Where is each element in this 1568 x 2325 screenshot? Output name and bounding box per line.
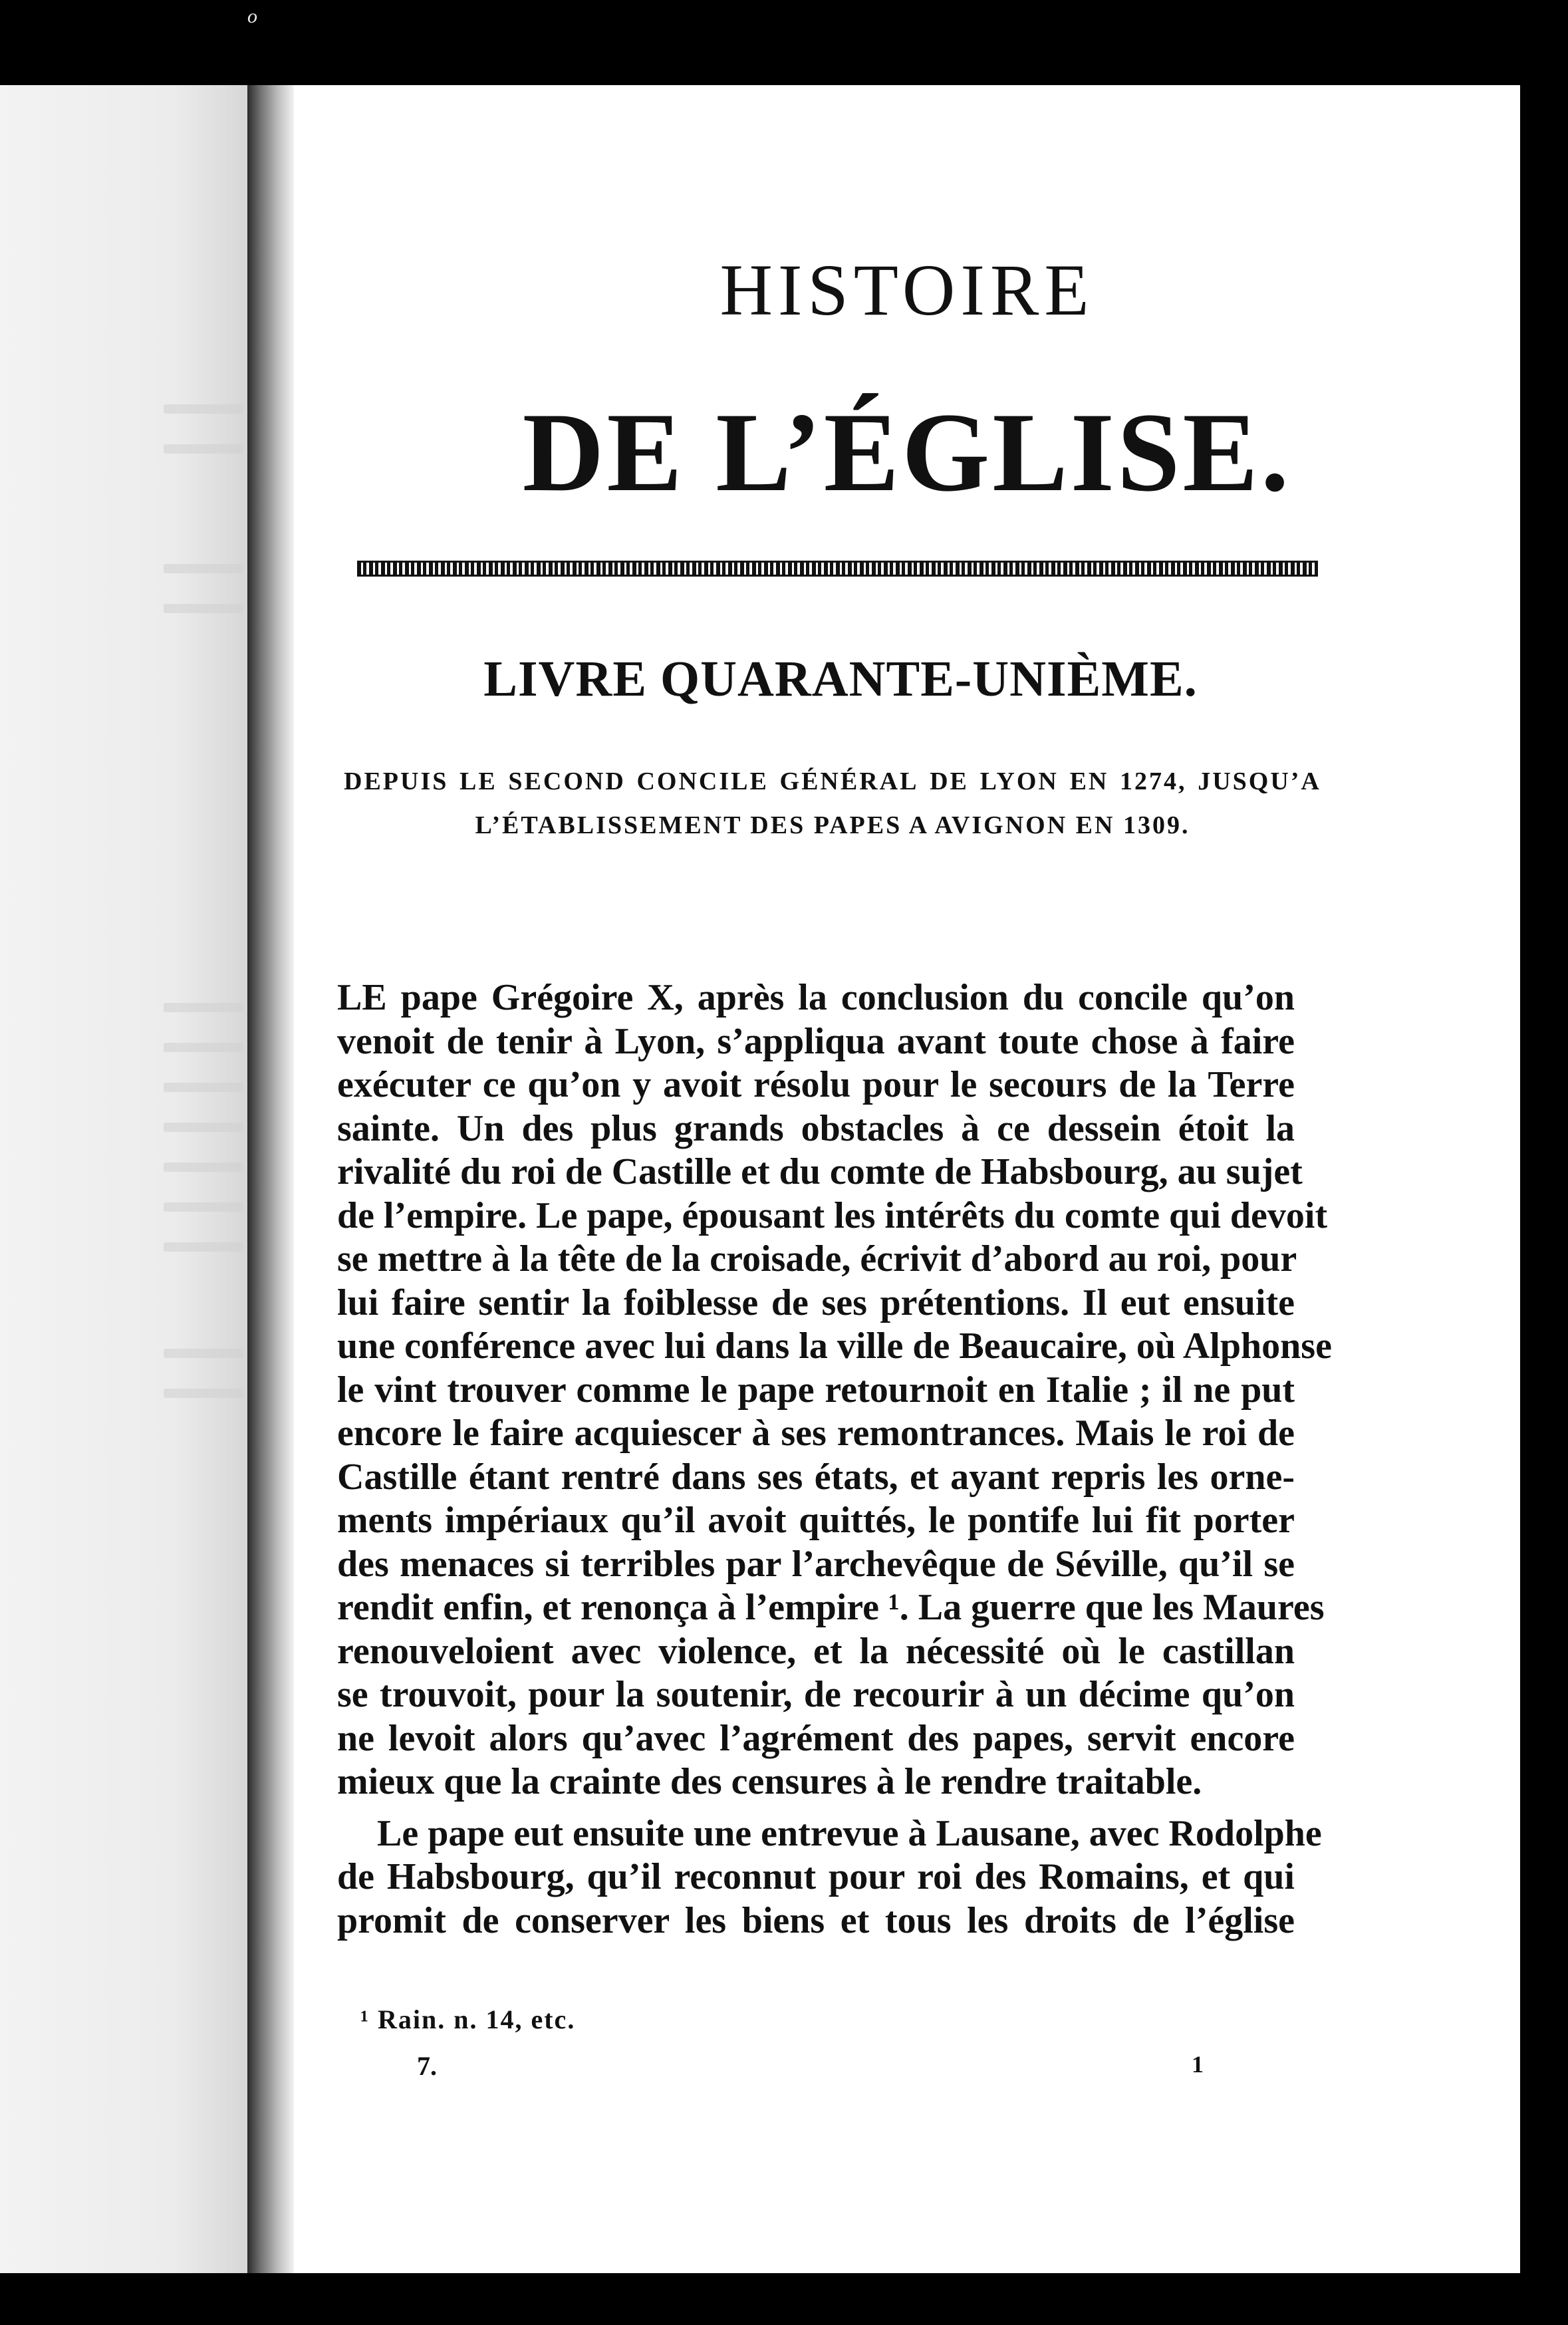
text-line: se trouvoit, pour la soutenir, de recourir à un décime qu’on [337,1674,1295,1715]
text-line: renouveloient avec violence, et la nécessité où le castillan [337,1630,1295,1672]
page-mark: 1 [1192,2051,1204,2078]
text-line: Castille étant rentré dans ses états, et ayant repris les orne- [337,1456,1295,1498]
show-through-line [164,1349,243,1358]
text-line: venoit de tenir à Lyon, s’appliqua avant toute chose à faire [337,1020,1295,1062]
paragraph-2 [337,1812,1322,1943]
show-through-line [164,1389,243,1398]
summary-line-2: L’ÉTABLISSEMENT DES PAPES A AVIGNON EN 1309. [475,811,1190,839]
text-line: exécuter ce qu’on y avoit résolu pour le secours de la Terre [337,1064,1295,1105]
summary-word: DE [930,767,969,795]
show-through-line [164,1083,243,1092]
text-line: des menaces si terribles par l’archevêque de Séville, qu’il se [337,1543,1295,1585]
text-line: rendit enfin, et renonça à l’empire ¹. La guerre que les Maures [337,1587,1325,1628]
summary-word: JUSQU’A [1198,767,1321,795]
text-line: le vint trouver comme le pape retournoit en Italie ; il ne put [337,1369,1295,1411]
show-through-line [164,1003,243,1012]
show-through-line [164,1162,243,1172]
show-through-line [164,404,243,414]
text-line: mieux que la crainte des censures à le rendre traitable. [337,1761,1202,1802]
book-page [294,85,1520,2273]
text-line: Le pape eut ensuite une entrevue à Lausane, avec Rodolphe [377,1812,1322,1854]
show-through-line [164,1202,243,1212]
book-gutter [247,85,294,2273]
summary-word: LE [459,767,497,795]
text-line: de Habsbourg, qu’il reconnut pour roi des Romains, et qui [337,1856,1295,1897]
text-line: une conférence avec lui dans la ville de Beaucaire, où Alphonse [337,1325,1332,1367]
show-through-line [164,444,243,454]
summary-word: SECOND [508,767,626,795]
heading-main: DE L’ÉGLISE. [522,390,1292,515]
text-line: LE pape Grégoire X, après la conclusion du concile qu’on [337,977,1295,1018]
summary-word: LYON [980,767,1059,795]
text-line: sainte. Un des plus grands obstacles à ce dessein étoit la [337,1107,1295,1149]
paragraph-1 [337,976,1332,1804]
summary-word: 1274, [1120,767,1187,795]
book-title: LIVRE QUARANTE-UNIÈME. [483,651,1198,707]
text-line: se mettre à la tête de la croisade, écrivit d’abord au roi, pour [337,1238,1297,1280]
text-line: encore le faire acquiescer à ses remontrances. Mais le roi de [337,1413,1295,1454]
scan-border [0,2273,1568,2325]
body-text [337,976,1332,1943]
chapter-summary [344,767,1321,840]
signature-mark: 7. [417,2051,437,2081]
summary-word: DEPUIS [344,767,449,795]
ornamental-rule [357,561,1318,577]
text-line: de l’empire. Le pape, épousant les intérêts du comte qui devoit [337,1194,1328,1236]
show-through-line [164,1043,243,1052]
corner-mark: o [247,5,257,27]
footnote: ¹ Rain. n. 14, etc. [360,2004,576,2034]
text-line: rivalité du roi de Castille et du comte de Habsbourg, au sujet [337,1151,1303,1192]
summary-word: CONCILE [636,767,769,795]
text-line: ments impériaux qu’il avoit quittés, le pontife lui fit porter [337,1500,1295,1541]
show-through-line [164,564,243,573]
show-through-line [164,604,243,613]
summary-line-1 [344,767,1321,796]
show-through-line [164,1242,243,1252]
summary-word: EN [1069,767,1109,795]
text-line: promit de conserver les biens et tous les droits de l’église [337,1899,1295,1941]
facing-page-edge [0,85,247,2273]
summary-word: GÉNÉRAL [779,767,919,795]
show-through-line [164,1123,243,1132]
text-line: lui faire sentir la foiblesse de ses prétentions. Il eut ensuite [337,1282,1295,1323]
heading-top: HISTOIRE [719,249,1095,331]
text-line: ne levoit alors qu’avec l’agrément des papes, servit encore [337,1717,1295,1759]
